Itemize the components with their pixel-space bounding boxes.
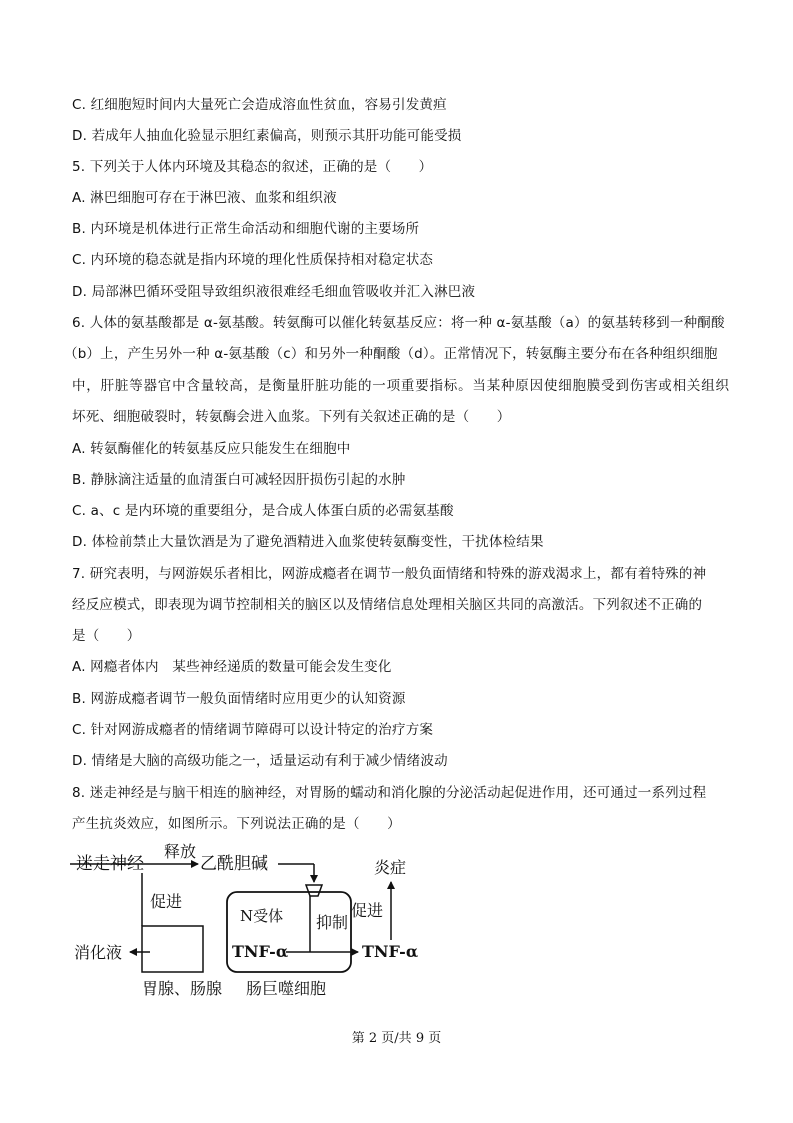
q7-option-b: B. 网游成瘾者调节一般负面情绪时应用更少的认知资源	[72, 691, 406, 707]
question-6-stem-line4: 坏死、细胞破裂时，转氨酶会进入血浆。下列有关叙述正确的是（ ）	[72, 409, 511, 425]
gland-box	[142, 926, 203, 972]
tnf-alpha-outside-label: TNF-α	[362, 942, 419, 961]
question-7-stem-line3: 是（ ）	[72, 628, 141, 644]
q7-option-c: C. 针对网游成瘾者的情绪调节障碍可以设计特定的治疗方案	[72, 722, 434, 738]
anti-inflammatory-pathway-diagram	[70, 840, 430, 1005]
line-c-jaundice: C. 红细胞短时间内大量死亡会造成溶血性贫血，容易引发黄疸	[72, 97, 447, 113]
q6-option-d: D. 体检前禁止大量饮酒是为了避免酒精进入血浆使转氨酶变性，干扰体检结果	[72, 534, 544, 550]
tnf-alpha-inside-label: TNF-α	[232, 942, 289, 961]
q6-option-c: C. a、c 是内环境的重要组分，是合成人体蛋白质的必需氨基酸	[72, 503, 454, 519]
promote-label-1: 促进	[150, 892, 183, 911]
q5-option-d: D. 局部淋巴循环受阻导致组织液很难经毛细血管吸收并汇入淋巴液	[72, 284, 476, 300]
digestive-juice-label: 消化液	[74, 943, 123, 962]
promote-label-2: 促进	[351, 901, 384, 920]
q7-option-a: A. 网瘾者体内 某些神经递质的数量可能会发生变化	[72, 659, 392, 675]
q6-option-a: A. 转氨酶催化的转氨基反应只能发生在细胞中	[72, 441, 351, 457]
q7-option-d: D. 情绪是大脑的高级功能之一，适量运动有利于减少情绪波动	[72, 753, 448, 769]
page-footer: 第 2 页/共 9 页	[351, 1031, 442, 1046]
question-6-stem-line2: （b）上，产生另外一种 α-氨基酸（c）和另外一种酮酸（d）。正常情况下，转氨酶主要分布在各种组织细胞	[64, 346, 718, 362]
line-d-bilirubin: D. 若成年人抽血化验显示胆红素偏高，则预示其肝功能可能受损	[72, 128, 462, 144]
q5-option-c: C. 内环境的稳态就是指内环境的理化性质保持相对稳定状态	[72, 252, 434, 268]
question-6-stem-line3: 中，肝脏等器官中含量较高，是衡量肝脏功能的一项重要指标。当某种原因使细胞膜受到伤害或相关组织	[72, 378, 730, 394]
question-7-stem-line1: 7. 研究表明，与网游娱乐者相比，网游成瘾者在调节一般负面情绪和特殊的游戏渴求上，都有着特殊的神	[72, 566, 707, 582]
q5-option-a: A. 淋巴细胞可存在于淋巴液、血浆和组织液	[72, 190, 337, 206]
n-receptor-label: N受体	[240, 907, 284, 925]
acetylcholine-label: 乙酰胆碱	[200, 854, 268, 874]
question-6-stem-line1: 6. 人体的氨基酸都是 α-氨基酸。转氨酶可以催化转氨基反应：将一种 α-氨基酸（a）的氨基转移到一种酮酸	[72, 315, 725, 331]
receptor-icon	[306, 885, 322, 896]
release-label: 释放	[164, 842, 197, 861]
question-8-stem-line2: 产生抗炎效应，如图所示。下列说法正确的是（ ）	[72, 816, 401, 832]
gland-name-label: 胃腺、肠腺	[142, 979, 223, 998]
question-5-stem: 5. 下列关于人体内环境及其稳态的叙述，正确的是（ ）	[72, 159, 433, 175]
q5-option-b: B. 内环境是机体进行正常生命活动和细胞代谢的主要场所	[72, 221, 420, 237]
question-8-stem-line1: 8. 迷走神经是与脑干相连的脑神经，对胃肠的蠕动和消化腺的分泌活动起促进作用，还可通过一系列过程	[72, 785, 707, 801]
inhibit-label: 抑制	[316, 913, 349, 932]
vagus-nerve-label: 迷走神经	[76, 854, 144, 874]
macrophage-label: 肠巨噬细胞	[246, 979, 327, 998]
question-7-stem-line2: 经反应模式，即表现为调节控制相关的脑区以及情绪信息处理相关脑区共同的高激活。下列叙述不正确的	[72, 597, 703, 613]
q6-option-b: B. 静脉滴注适量的血清蛋白可减轻因肝损伤引起的水肿	[72, 472, 406, 488]
inflammation-label: 炎症	[374, 858, 407, 877]
